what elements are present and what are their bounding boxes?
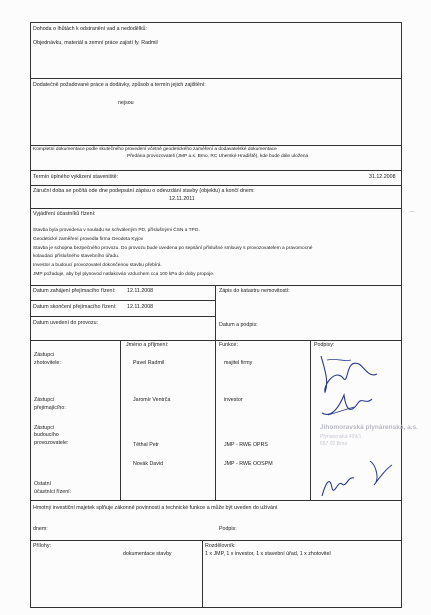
- role-label: Ostatní: [34, 481, 52, 487]
- end-date-label: Datum skončení přejímacího řízení:: [33, 304, 117, 310]
- role-label: přejímajícího:: [34, 405, 66, 411]
- site-clearing-label: Termín úplného vyklizení staveniště:: [33, 174, 119, 180]
- function-column-header: Funkce:: [219, 342, 238, 348]
- signature-operator-1: [318, 470, 358, 500]
- warranty-label: Záruční doba se počítá ode dne podepsání zápisu o odevzdání stavby (objektu) a končí dnem:: [33, 188, 255, 194]
- participant-function: JMP - RWE OPRS: [224, 442, 268, 448]
- participant-name: Těthal Petr: [133, 442, 159, 448]
- statement-line: Investor a budoucí provozovatel dokončenou stavbu přebírá.: [33, 263, 162, 268]
- divider: [30, 500, 402, 501]
- role-label: Zástupci: [34, 425, 55, 431]
- site-clearing-date: 31.12.2008: [369, 174, 396, 180]
- signature-recipient: [318, 385, 378, 425]
- distribution-value: 1 x JMP, 1 x investor, 1 x stavební úřad, 1 x zhotovitel: [205, 551, 331, 557]
- signature-operator-2: [366, 455, 396, 490]
- participant-function: majitel firmy: [224, 360, 253, 366]
- distribution-label: Rozdělovník:: [205, 543, 236, 549]
- signature-column-header: Podpisy:: [314, 342, 335, 348]
- company-stamp: Jihomoravská plynárenská, a.s.: [320, 424, 418, 431]
- additional-works-value: nejsou: [118, 100, 134, 106]
- end-date-value: 12.11.2008: [127, 304, 154, 310]
- divider: [30, 285, 402, 286]
- divider: [202, 540, 203, 608]
- statement-line: Stavba je schopna bezpečného provozu. Do provozu bude uvedena po sepsání příslušné smlouvy s provozovatelem a pravomocné: [33, 246, 313, 251]
- statement-label: Vyjádření účastníků řízení:: [33, 211, 96, 217]
- divider: [215, 340, 216, 500]
- statement-line: Stavba byla provedena v souladu se schváleným PD, příslušnými ČSN a TPG.: [33, 228, 200, 233]
- documentation-value: Předána provozovateli (JMP a.s. Brno, RC Uherské Hradiště), kde bude dále uložena: [127, 154, 309, 159]
- company-stamp-city: 657 02 Brno: [320, 441, 348, 447]
- cadastre-label: Zápis do katastru nemovitostí:: [219, 288, 290, 294]
- start-date-label: Datum zahájení přejímacího řízení:: [33, 288, 116, 294]
- divider: [30, 78, 402, 79]
- role-label: budoucího: [34, 432, 59, 438]
- agreement-label: Dohoda o lhůtách k odstranění vad a nedodělků:: [33, 26, 147, 32]
- participant-function: JMP - RWE OOSPM: [224, 461, 273, 467]
- divider: [215, 285, 216, 340]
- role-label: provozovatele:: [34, 440, 69, 446]
- divider: [30, 145, 402, 146]
- role-label: Zástupci: [34, 352, 55, 358]
- participant-name: Novák David: [133, 461, 164, 467]
- operation-date-label: Datum uvedení do provozu:: [33, 320, 99, 326]
- documentation-label: Kompletní dokumentace podle skutečného provedení včetně geodetického zaměření a dodavatelské dokumentace: [33, 147, 277, 152]
- name-column-header: Jméno a příjmení:: [126, 342, 169, 348]
- divider: [30, 300, 215, 301]
- divider: [30, 540, 402, 541]
- divider: [30, 208, 402, 209]
- additional-works-label: Dodatečně požadované práce a dodávky, způsob a termín jejich zajištění:: [33, 82, 206, 88]
- owner-signature-label: Podpis:: [219, 526, 237, 532]
- date-signature-label: Datum a podpis:: [219, 322, 258, 328]
- divider: [30, 185, 402, 186]
- start-date-value: 12.11.2008: [127, 288, 154, 294]
- participant-name: Pavel Radmil: [133, 360, 165, 366]
- statement-line: JMP požaduje, aby byl plynovod natlakován vzduchem cca 100 kPa do doby propoje.: [33, 272, 215, 277]
- divider: [30, 170, 402, 171]
- statement-line: Geodetické zaměření provedla firma Geodeta Kyjov: [33, 237, 144, 242]
- divider: [120, 340, 121, 500]
- statement-line: kolaudaci příslušného stavebního úřadu.: [33, 254, 120, 259]
- role-label: zhotovitele:: [34, 360, 61, 366]
- divider: [30, 316, 215, 317]
- owner-date-label: dnem:: [33, 526, 48, 532]
- scan-mark: ⌒: [408, 211, 416, 220]
- participant-function: investor: [224, 397, 243, 403]
- divider: [30, 340, 402, 341]
- agreement-value: Objednávku, materiál a zemní práce zajistí fy. Radmil: [33, 40, 158, 46]
- role-label: Zástupci: [34, 397, 55, 403]
- role-label: účastníci řízení:: [34, 489, 72, 495]
- participant-name: Jaromír Ventrča: [133, 397, 171, 403]
- warranty-date: 12.11.2011: [169, 196, 195, 202]
- divider: [310, 340, 311, 500]
- attachments-value: dokumentace stavby: [123, 551, 172, 557]
- form-frame: [30, 22, 402, 608]
- company-stamp-address: Plynárenská 499/1: [320, 434, 362, 440]
- attachments-label: Přílohy:: [33, 543, 51, 549]
- owner-statement: Hmotný investiční majetek splňuje zákonné povinnosti a technické funkce a může být uveden do užívání: [33, 505, 278, 511]
